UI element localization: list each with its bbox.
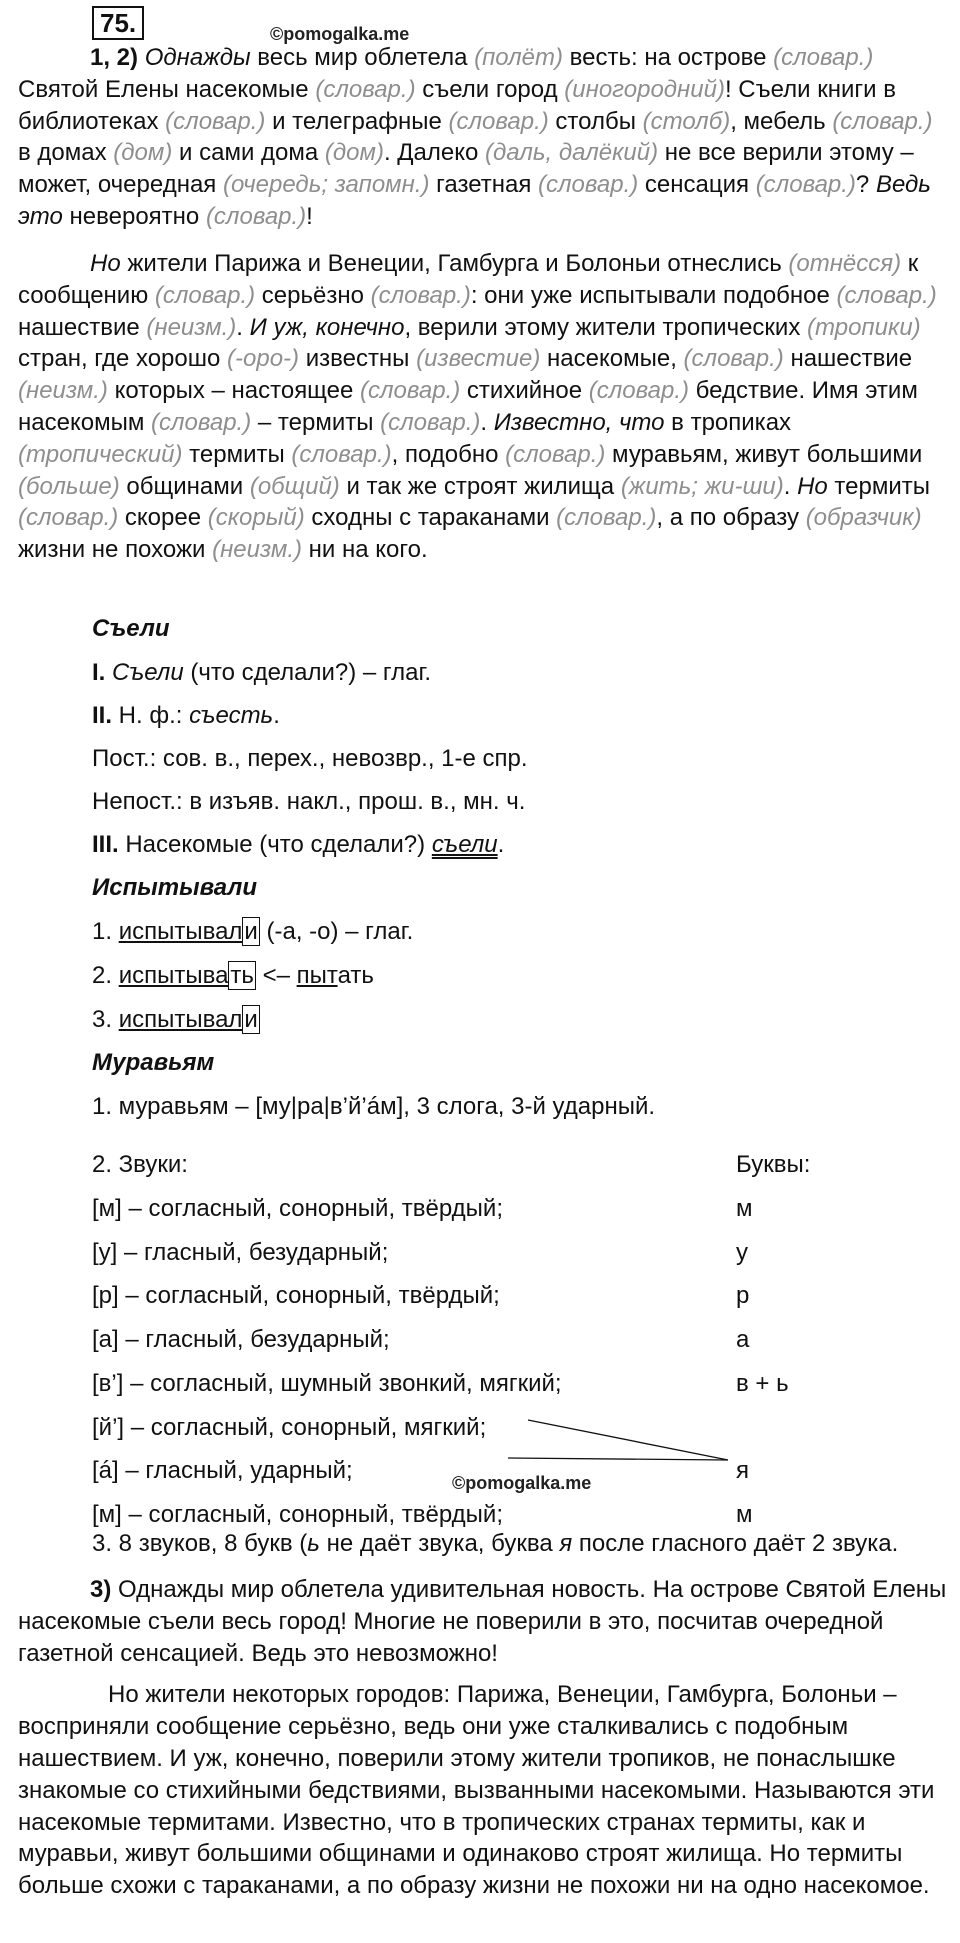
text-run: . Далеко bbox=[383, 139, 486, 167]
text: 1. bbox=[92, 918, 119, 945]
text-run: : они уже испытывали подобное bbox=[470, 281, 837, 309]
spelling-hint: (словар.) bbox=[291, 440, 392, 468]
spelling-hint: (очередь; запомн.) bbox=[222, 171, 430, 199]
spelling-hint: (словар.) bbox=[832, 107, 933, 135]
heading-syeli: Съели bbox=[92, 615, 170, 642]
letters-header: Буквы: bbox=[736, 1151, 811, 1178]
text-run: . bbox=[480, 408, 494, 436]
text: ать bbox=[337, 962, 374, 989]
text: (что сделали?) – глаг. bbox=[183, 659, 431, 686]
letter-cell: р bbox=[736, 1282, 750, 1310]
text-run: нашествие bbox=[18, 313, 147, 341]
spelling-hint: (словар.) bbox=[380, 408, 481, 436]
exercise-number: 75. bbox=[92, 6, 144, 40]
text-run: Святой Елены насекомые bbox=[18, 75, 316, 103]
text-run: муравьям, живут большими bbox=[605, 440, 923, 468]
spelling-hint: (полёт) bbox=[474, 44, 563, 71]
text-run: Известно, что bbox=[493, 408, 665, 436]
text: не даёт звука, буква bbox=[319, 1530, 560, 1557]
text-run: серьёзно bbox=[255, 281, 371, 309]
spelling-hint: (образчик) bbox=[805, 504, 922, 532]
spelling-hint: (словар.) bbox=[683, 345, 784, 373]
roman-numeral: III. bbox=[92, 831, 119, 858]
text-run: в домах bbox=[18, 139, 114, 167]
text-run: термиты bbox=[182, 440, 292, 468]
text-run: жители Парижа и Венеции, Гамбурга и Болоньи отнеслись bbox=[120, 250, 789, 277]
spelling-hint: (неизм.) bbox=[212, 536, 302, 564]
text-run: стран, где хорошо bbox=[18, 345, 228, 373]
text-run: съели город bbox=[415, 75, 565, 103]
text-run: – термиты bbox=[251, 408, 381, 436]
spelling-hint: (больше) bbox=[18, 472, 120, 500]
letter-cell: м bbox=[736, 1195, 753, 1222]
text-run: общинами bbox=[119, 472, 250, 500]
text-run: к сообщению bbox=[18, 250, 919, 309]
text-run: , подобно bbox=[391, 440, 506, 468]
text-run: . bbox=[783, 472, 798, 500]
arrow: <– bbox=[255, 962, 297, 989]
watermark-bottom: ©pomogalka.me bbox=[452, 1473, 592, 1493]
text: . bbox=[497, 831, 505, 858]
spelling-hint: (столб) bbox=[642, 107, 731, 135]
text-run: . bbox=[236, 313, 250, 341]
text-run: не все верили этому – может, очередная bbox=[18, 139, 914, 199]
spelling-hint: (иногородний) bbox=[564, 75, 725, 103]
spelling-hint: (общий) bbox=[249, 472, 340, 500]
spelling-hint: (словар.) bbox=[370, 281, 471, 309]
heading-ispytyvali: Испытывали bbox=[92, 874, 258, 901]
text-run: насекомые, bbox=[540, 345, 684, 373]
task-marker-1-2: 1, 2) bbox=[90, 44, 139, 71]
stem: испытывал bbox=[118, 918, 243, 945]
text: после гласного даёт 2 звука. bbox=[572, 1530, 899, 1557]
spelling-hint: (дом) bbox=[324, 139, 384, 167]
spelling-hint: (словар.) bbox=[505, 440, 606, 468]
heading-muravyam: Муравьям bbox=[92, 1049, 215, 1076]
stem: испытывал bbox=[118, 1006, 243, 1033]
spelling-hint: (словар.) bbox=[360, 377, 461, 405]
spelling-hint: (скорый) bbox=[207, 504, 305, 532]
text-run: ! bbox=[306, 202, 313, 230]
text: Однажды мир облетела удивительная новость. На острове Святой Елены насекомые съели весь город! Многие не поверили в это, посчитав очередной газетной сенсацией. Ведь это невозможно! bbox=[18, 1576, 947, 1667]
spelling-hint: (словар.) bbox=[588, 377, 689, 405]
text-run: , мебель bbox=[730, 107, 833, 135]
text-run: Но bbox=[797, 472, 828, 500]
text-run: сенсация bbox=[638, 171, 756, 199]
sound-cell: [в’] – согласный, шумный звонкий, мягкий; bbox=[92, 1369, 562, 1397]
text-run: ? bbox=[855, 171, 876, 199]
letter-cell: м bbox=[736, 1500, 753, 1528]
spelling-hint: (дом) bbox=[113, 139, 173, 167]
text-run: Но bbox=[90, 250, 121, 277]
spelling-hint: (жить; жи-ши) bbox=[620, 472, 784, 500]
text-run: столбы bbox=[548, 107, 643, 135]
sound-cell: [м] – согласный, сонорный, твёрдый; bbox=[92, 1500, 503, 1528]
spelling-hint: (словар.) bbox=[205, 202, 307, 230]
spelling-hint: (словар.) bbox=[165, 107, 266, 135]
spelling-hint: (словар.) bbox=[315, 75, 416, 103]
task-3-paragraph-2: Но жители некоторых городов: Парижа, Венеции, Гамбурга, Болоньи – восприняли сообщение серьёзно, ведь они уже сталкивались с подобным нашествием. И уж, конечно, поверили этому жители тропиков, не понаслышке знакомые со стихийными бедствиями, вызванными насекомыми. Называются эти насекомые термитами. Известно, что в тропических странах термиты, как и муравьи, живут большими общинами и одинаково строят жилища. Но термиты больше схожи с тараканами, а по образу жизни не похожи ни на одно насекомое. bbox=[18, 1681, 935, 1900]
text-run: Ведь это bbox=[18, 171, 931, 230]
spelling-hint: (словар.) bbox=[556, 504, 657, 532]
task-3-text bbox=[18, 1574, 948, 1902]
text: (-а, -о) – глаг. bbox=[259, 918, 414, 945]
ending-box: ть bbox=[230, 962, 254, 989]
text-run: Однажды bbox=[144, 44, 251, 71]
text-run: в тропиках bbox=[664, 408, 792, 436]
spelling-hint: (неизм.) bbox=[18, 377, 108, 405]
text-run: известны bbox=[299, 345, 417, 373]
spelling-hint: (тропики) bbox=[807, 313, 921, 341]
text-run: и сами дома bbox=[172, 139, 325, 167]
spelling-hint: (словар.) bbox=[448, 107, 549, 135]
spelling-hint: (тропический) bbox=[18, 440, 183, 468]
letter: я bbox=[559, 1530, 573, 1557]
ending-box: и bbox=[244, 1006, 258, 1033]
spelling-hint: (неизм.) bbox=[146, 313, 237, 341]
text: 3. 8 звуков, 8 букв ( bbox=[92, 1530, 308, 1557]
text-run: бедствие. Имя этим насекомым bbox=[18, 377, 918, 436]
letter-cell: я bbox=[736, 1457, 749, 1485]
text-run: весть: на острове bbox=[562, 44, 774, 71]
text-run: нашествие bbox=[783, 345, 913, 373]
text-run: сходны с тараканами bbox=[304, 504, 557, 532]
letter-cell: в + ь bbox=[736, 1369, 789, 1397]
muravyam-summary bbox=[92, 1529, 898, 1559]
text: 2. bbox=[92, 962, 119, 989]
letter: ь bbox=[307, 1530, 320, 1557]
syeli-line-4: Непост.: в изъяв. накл., прош. в., мн. ч. bbox=[92, 788, 526, 815]
text: Н. ф.: bbox=[112, 702, 190, 729]
text-run: стихийное bbox=[460, 377, 589, 405]
spelling-hint: (словар.) bbox=[755, 171, 856, 199]
text-run: И уж, конечно bbox=[249, 313, 405, 341]
spelling-hint: (даль, далёкий) bbox=[485, 139, 659, 167]
text-run: термиты bbox=[827, 472, 930, 500]
text-run: весь мир облетела bbox=[250, 44, 475, 71]
ending-box: и bbox=[244, 918, 258, 945]
word: Съели bbox=[112, 659, 184, 686]
text-run: и так же строят жилища bbox=[339, 472, 621, 500]
spelling-hint: (словар.) bbox=[150, 408, 252, 436]
sounds-header: 2. Звуки: bbox=[92, 1151, 188, 1178]
sound-cell: [у] – гласный, безударный; bbox=[92, 1238, 389, 1266]
text: . bbox=[273, 702, 280, 729]
sound-cell: [м] – согласный, сонорный, твёрдый; bbox=[92, 1195, 503, 1222]
text-run: невероятно bbox=[62, 202, 206, 230]
text-run: ни на кого. bbox=[301, 536, 428, 564]
task-3-paragraph-1 bbox=[18, 1574, 948, 1669]
spelling-hint: (словар.) bbox=[18, 504, 119, 532]
text-run: , верили этому жители тропических bbox=[404, 313, 808, 341]
roman-numeral: II. bbox=[92, 702, 113, 729]
muravyam-line-1: 1. муравьям – [му|ра|в’й’áм], 3 слога, 3-й ударный. bbox=[92, 1093, 656, 1120]
spelling-hint: (словар.) bbox=[773, 44, 874, 71]
sound-cell: [á] – гласный, ударный; bbox=[92, 1457, 353, 1485]
text-run: и телеграфные bbox=[265, 107, 449, 135]
letter-cell: у bbox=[736, 1238, 748, 1266]
syeli-line-3: Пост.: сов. в., перех., невозвр., 1-е спр. bbox=[92, 745, 528, 772]
spelling-hint: (отнёсся) bbox=[788, 250, 902, 277]
spelling-hint: (-оро-) bbox=[227, 345, 300, 373]
text: Насекомые (что сделали?) bbox=[118, 831, 432, 858]
text: 3. bbox=[92, 1006, 119, 1033]
word: съесть bbox=[189, 702, 274, 729]
sound-cell: [й’] – согласный, сонорный, мягкий; bbox=[92, 1413, 487, 1441]
text-run: скорее bbox=[118, 504, 208, 532]
predicate-word: съели bbox=[431, 831, 498, 858]
spelling-hint: (известие) bbox=[416, 345, 541, 373]
stem: испытыва bbox=[118, 962, 229, 989]
text-run: ! Съели книги в библиотеках bbox=[18, 75, 896, 135]
text-run: газетная bbox=[429, 171, 539, 199]
sound-cell: [а] – гласный, безударный; bbox=[92, 1326, 390, 1354]
text-run: которых – настоящее bbox=[107, 377, 361, 405]
root: пыт bbox=[296, 962, 338, 989]
spelling-hint: (словар.) bbox=[154, 281, 256, 309]
watermark-top: ©pomogalka.me bbox=[270, 24, 410, 44]
text-run: , а по образу bbox=[656, 504, 806, 532]
text-run: жизни не похожи bbox=[18, 536, 213, 564]
spelling-hint: (словар.) bbox=[538, 171, 639, 199]
spelling-hint: (словар.) bbox=[836, 281, 937, 309]
roman-numeral: I. bbox=[92, 659, 106, 686]
task-marker-3: 3) bbox=[90, 1576, 112, 1603]
letter-cell: а bbox=[736, 1326, 750, 1354]
sound-cell: [р] – согласный, сонорный, твёрдый; bbox=[92, 1282, 500, 1310]
